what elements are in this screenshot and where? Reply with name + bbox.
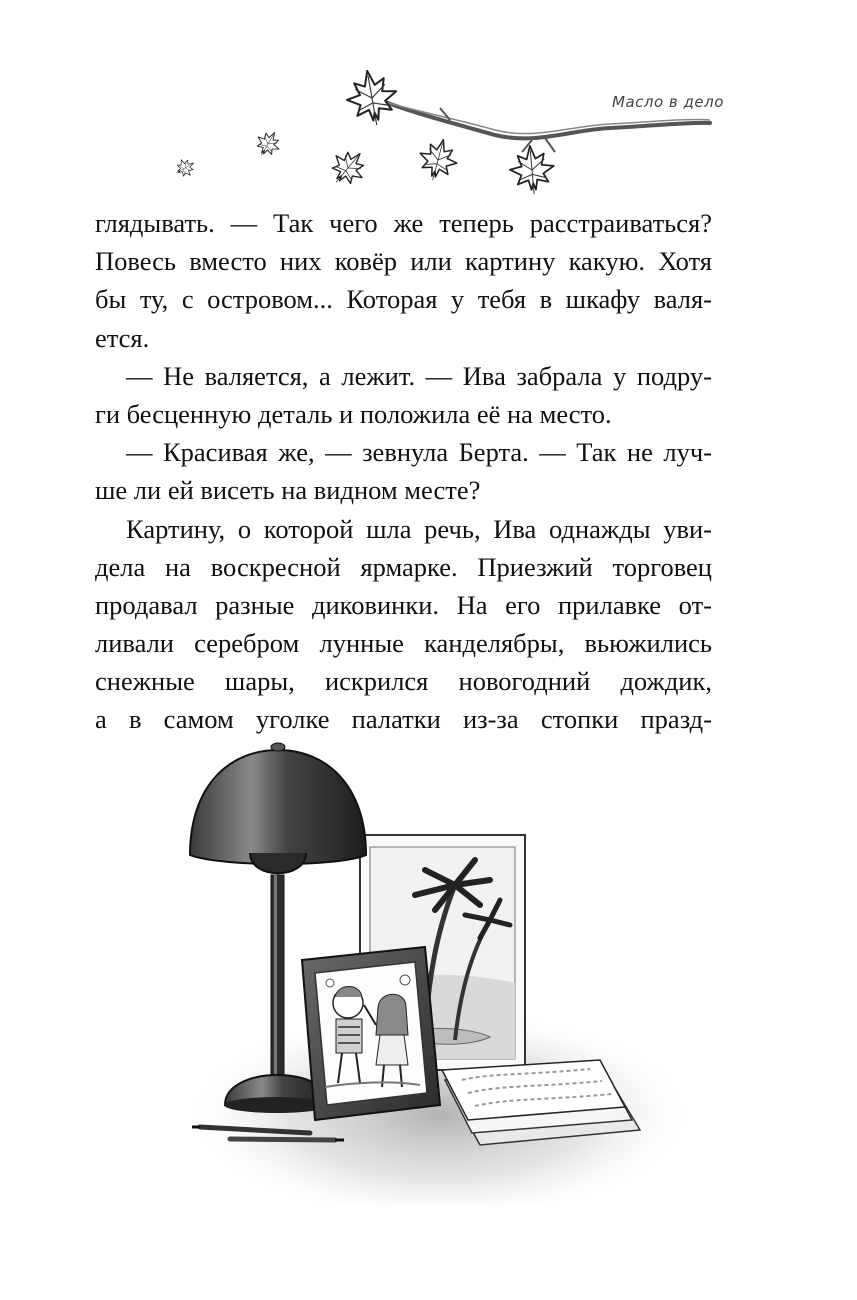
- text-line: Повесь вместо них ковёр или картину какую. Хотя: [95, 246, 712, 277]
- text-line: ливали серебром лунные канделябры, вьюжились: [95, 628, 712, 659]
- text-line: глядывать. — Так чего же теперь расстраиваться?: [95, 208, 712, 238]
- text-line: ше ли ей висеть на видном месте?: [95, 475, 481, 506]
- text-line: — Красивая же, — зевнула Берта. — Так не луч-: [126, 437, 712, 468]
- text-line: Картину, о которой шла речь, Ива однажды уви-: [126, 513, 712, 544]
- body-text: [95, 204, 712, 739]
- text-line: продавал разные диковинки. На его прилавке от-: [95, 589, 712, 620]
- text-line: дела на воскресной ярмарке. Приезжий торговец: [95, 551, 712, 582]
- framed-child-drawing: [302, 947, 440, 1120]
- text-line: а в самом уголке палатки из-за стопки празд-: [95, 704, 712, 735]
- text-line: бы ту, с островом... Которая у тебя в шкафу валя-: [95, 284, 712, 315]
- running-title: Масло в дело: [612, 93, 724, 111]
- text-line: — Не валяется, а лежит. — Ива забрала у подру-: [126, 360, 712, 391]
- desk-lamp-frames-illustration: [170, 735, 690, 1205]
- text-line: ется.: [95, 322, 150, 353]
- text-line: снежные шары, искрился новогодний дождик,: [95, 666, 712, 697]
- text-line: ги бесценную деталь и положила её на место.: [95, 398, 612, 429]
- maple-branch-icon: [150, 60, 730, 200]
